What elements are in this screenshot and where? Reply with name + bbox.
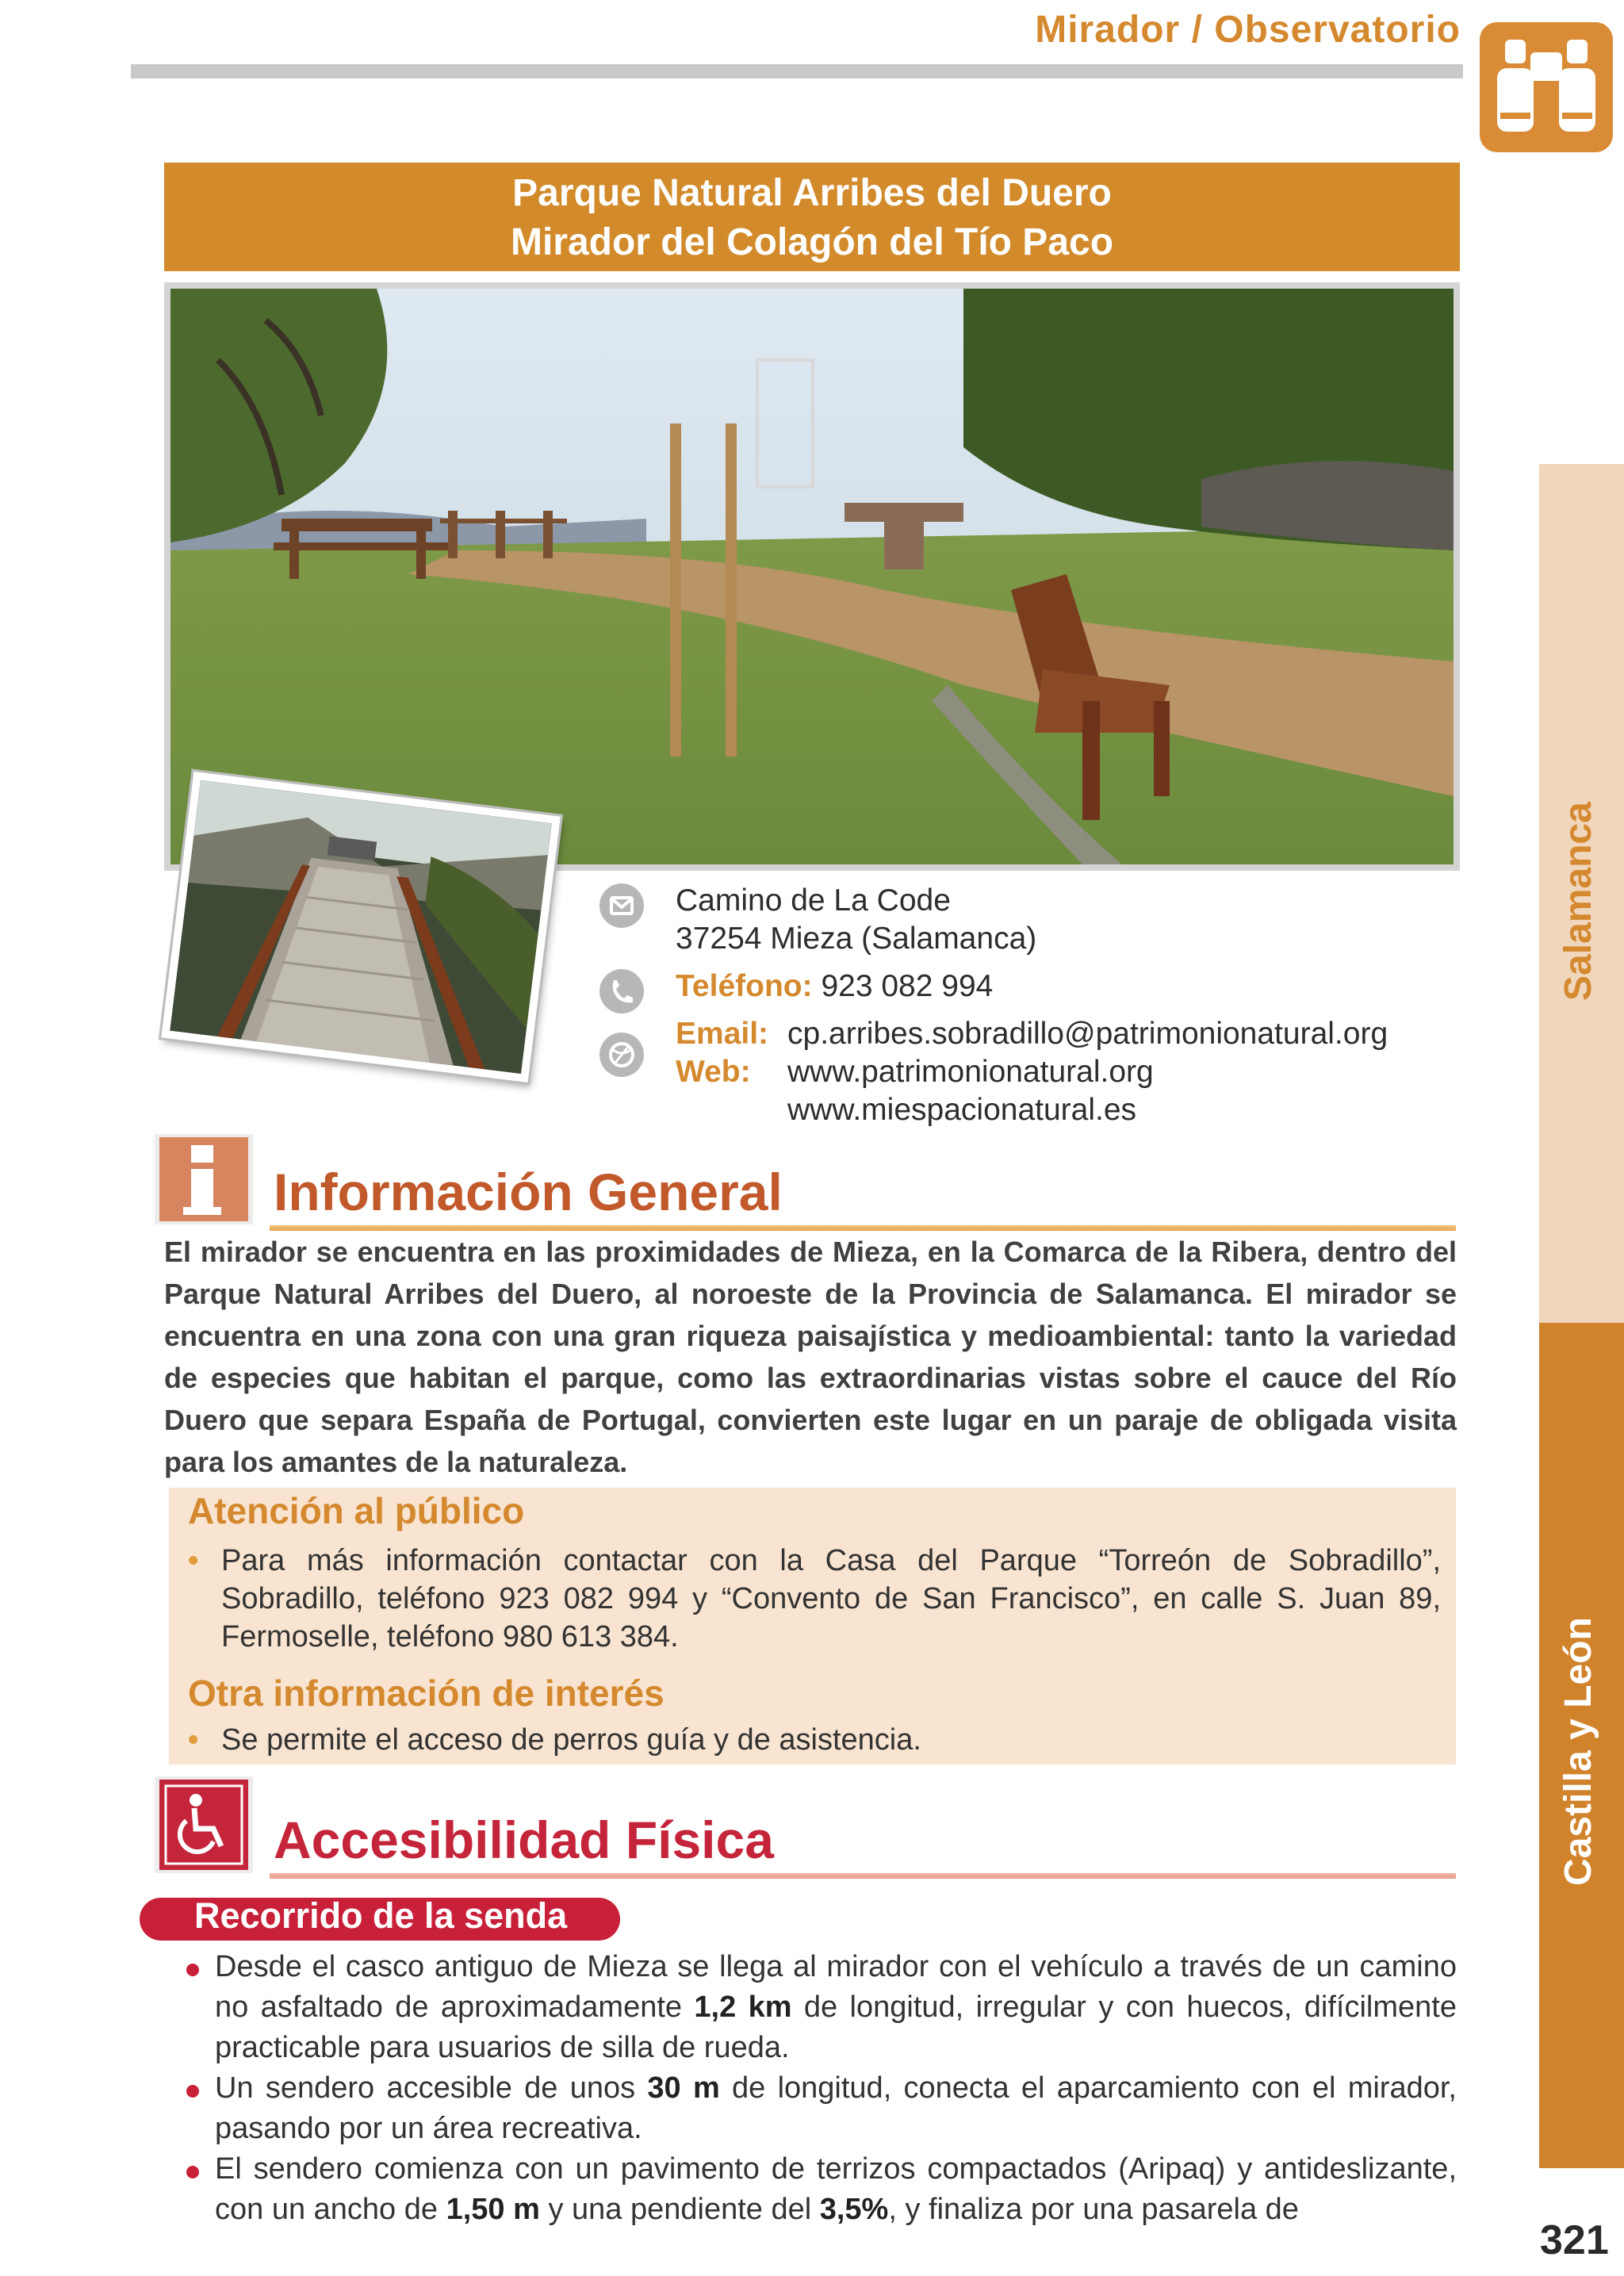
header-rule <box>131 64 1463 79</box>
phone-number: 923 082 994 <box>821 969 994 1003</box>
other-info-title: Otra información de interés <box>188 1673 665 1714</box>
trail-list <box>183 1947 1457 2230</box>
trail-item: El sendero comienza con un pavimento de terrizos compactados (Aripaq) y antideslizante, con un ancho de 1,50 m y una pendiente del 3,5%, y finaliza por una pasarela de <box>183 2149 1457 2230</box>
region-label: Castilla y León <box>1557 1617 1599 1886</box>
trail-item: Un sendero accesible de unos 30 m de longitud, conecta el aparcamiento con el mirador, pasando por un área recreativa. <box>183 2068 1457 2149</box>
trail-item: Desde el casco antiguo de Mieza se llega al mirador con el vehículo a través de un camino no asfaltado de aproximadamente 1,2 km de longitud, irregular y con huecos, difícilmente practicable para usuarios de silla de rueda. <box>183 1947 1457 2068</box>
other-info-item: • Se permite el acceso de perros guía y de asistencia. <box>188 1721 1441 1759</box>
accessibility-rule <box>270 1873 1456 1879</box>
email-row <box>676 1015 1388 1053</box>
address-line-1: Camino de La Code <box>676 883 951 918</box>
park-name: Parque Natural Arribes del Duero <box>512 172 1112 214</box>
other-info-list <box>188 1721 1441 1759</box>
intro-paragraph: El mirador se encuentra en las proximidades de Mieza, en la Comarca de la Ribera, dentro del Parque Natural Arribes del Duero, al noroeste de la Provincia de Salamanca. El mirador se encuentra en una zona con una gran riqueza paisajística y medioambiental: tanto la variedad de especies que habitan el parque, como las extraordinarias vistas sobre el cauce del Río Duero que separa España de Portugal, convierten este lugar en un paraje de obligada visita para los amantes de la naturaleza. <box>164 1236 1457 1478</box>
page-number: 321 <box>1540 2217 1609 2263</box>
web-row <box>676 1053 1154 1091</box>
binoculars-icon <box>1494 33 1599 141</box>
address-line-2: 37254 Mieza (Salamanca) <box>676 922 1037 956</box>
province-label: Salamanca <box>1557 802 1599 1001</box>
info-rule <box>270 1225 1456 1231</box>
main-photo <box>164 282 1460 871</box>
attention-list <box>188 1542 1441 1656</box>
trail-title: Recorrido de la senda <box>194 1895 568 1936</box>
web-link-2[interactable]: www.miespacionatural.es <box>787 1093 1137 1127</box>
viewpoint-name: Mirador del Colagón del Tío Paco <box>510 221 1114 263</box>
phone-label: Teléfono: <box>676 969 813 1003</box>
envelope-icon <box>599 883 644 928</box>
globe-icon <box>599 1033 644 1077</box>
title-band <box>164 163 1460 271</box>
email-link[interactable]: cp.arribes.sobradillo@patrimonionatural.org <box>787 1017 1388 1051</box>
wheelchair-icon <box>155 1776 253 1867</box>
attention-item: • Para más información contactar con la Casa del Parque “Torreón de Sobradillo”, Sobradillo, teléfono 923 082 994 y “Convento de San Francisco”, en calle S. Juan 89, Fermoselle, teléfono 980 613 384. <box>188 1542 1441 1656</box>
web-label: Web: <box>676 1055 751 1089</box>
info-icon <box>155 1134 253 1224</box>
email-label: Email: <box>676 1017 769 1051</box>
inset-photo <box>161 772 561 1082</box>
section-label: Mirador / Observatorio <box>1035 9 1461 51</box>
web-link-1[interactable]: www.patrimonionatural.org <box>787 1055 1154 1089</box>
contact-block <box>676 882 1388 1127</box>
phone-row <box>676 967 1036 1006</box>
section-tab <box>1480 22 1613 152</box>
info-heading: Información General <box>274 1163 783 1221</box>
phone-icon <box>599 969 644 1013</box>
accessibility-heading: Accesibilidad Física <box>274 1810 774 1869</box>
attention-title: Atención al público <box>188 1490 525 1531</box>
